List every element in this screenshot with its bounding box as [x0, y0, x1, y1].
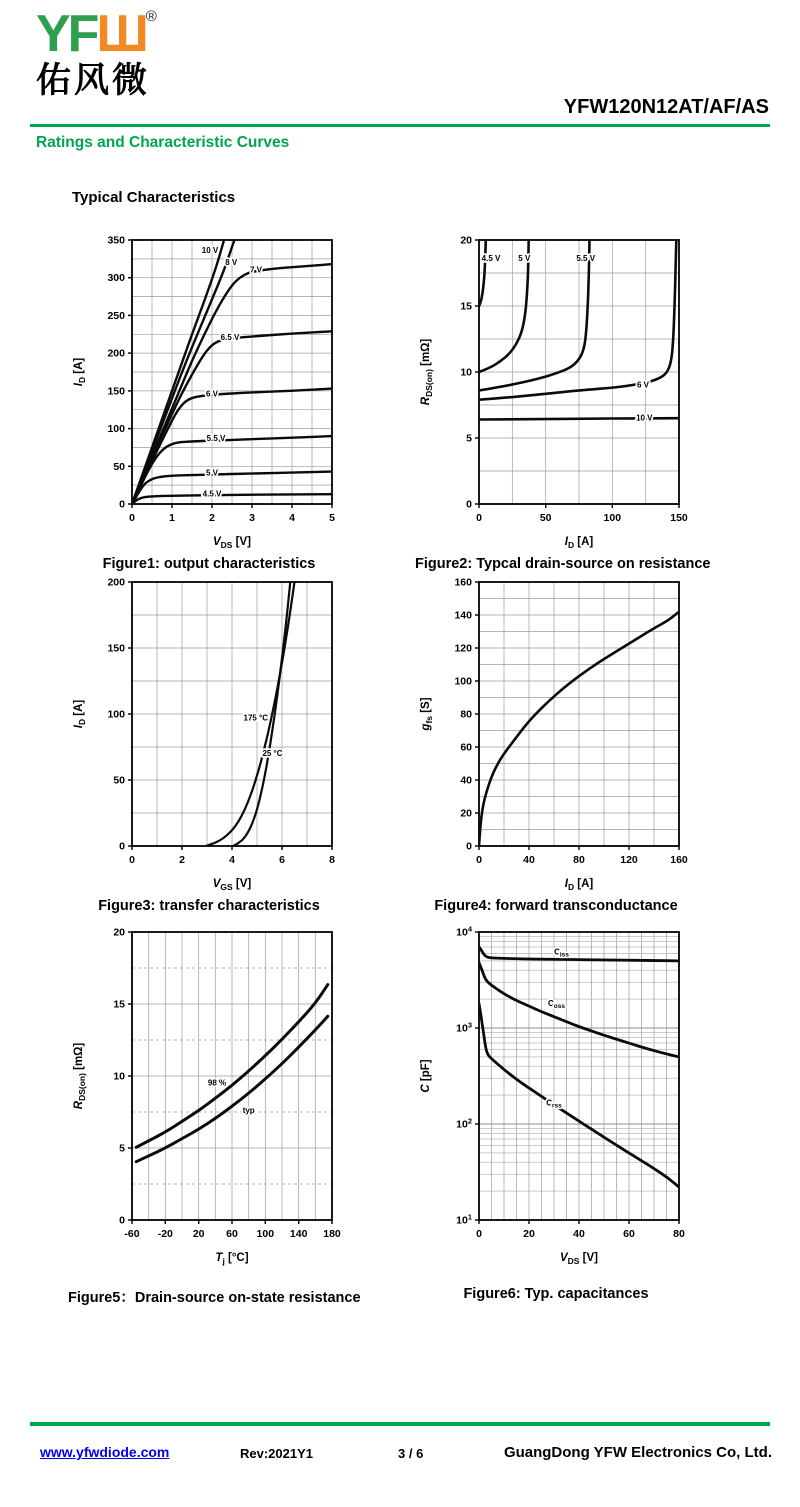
- figure4-caption: Figure4: forward transconductance: [434, 898, 678, 914]
- part-number-title: YFW120N12AT/AF/AS: [563, 96, 769, 118]
- figure3-caption: Figure3: transfer characteristics: [98, 898, 320, 914]
- svg-text:8 V: 8 V: [225, 258, 238, 268]
- svg-text:100: 100: [107, 423, 125, 436]
- svg-text:6.5 V: 6.5 V: [220, 332, 240, 342]
- svg-text:5 V: 5 V: [518, 254, 531, 263]
- svg-text:5: 5: [119, 1142, 125, 1155]
- figure6-caption: Figure6: Typ. capacitances: [463, 1286, 649, 1302]
- svg-text:98 %: 98 %: [207, 1078, 227, 1088]
- figure5-plot: [68, 918, 350, 1270]
- figure4-plot: [415, 568, 697, 896]
- yfw-logo: [36, 5, 157, 100]
- svg-text:Tj [°C]: $T_j$ [°C]: [215, 1252, 249, 1266]
- company-name: GuangDong YFW Electronics Co, Ltd.: [503, 1444, 772, 1461]
- svg-text:60: 60: [226, 1228, 238, 1240]
- svg-text:5 V: 5 V: [205, 468, 219, 478]
- svg-text:20: 20: [460, 234, 472, 247]
- svg-text:120: 120: [454, 642, 472, 655]
- logo-chinese-name: 佑风微: [36, 61, 151, 100]
- svg-text:Ciss: $C_{iss}$: [554, 947, 569, 959]
- svg-text:150: 150: [107, 642, 125, 655]
- website-link[interactable]: www.yfwdiode.com: [40, 1444, 170, 1460]
- svg-text:gfs [S]: $g_{fs}$ [S]: [420, 697, 434, 731]
- figure6-capacitances: [415, 918, 697, 1302]
- svg-text:25 °C: 25 °C: [262, 749, 283, 759]
- figure2-on-resistance: [415, 226, 711, 572]
- svg-text:100: 100: [107, 708, 125, 721]
- svg-text:Crss: $C_{rss}$: [546, 1098, 562, 1110]
- svg-text:20: 20: [113, 926, 125, 939]
- svg-text:200: 200: [107, 576, 125, 589]
- svg-text:150: 150: [670, 512, 688, 524]
- svg-text:6 V: 6 V: [636, 380, 650, 390]
- svg-text:250: 250: [107, 309, 125, 322]
- svg-text:20: 20: [192, 1228, 205, 1240]
- figure3-transfer-characteristics: [68, 568, 350, 914]
- header-divider: [30, 124, 770, 127]
- svg-text:VDS [V]: $V_{DS}$ [V]: [559, 1252, 599, 1266]
- svg-text:20: 20: [460, 807, 472, 820]
- svg-text:15: 15: [460, 300, 472, 313]
- svg-text:2: 2: [209, 512, 215, 524]
- section-title: Ratings and Characteristic Curves: [36, 134, 290, 151]
- svg-text:5: 5: [466, 432, 472, 445]
- svg-text:15: 15: [113, 998, 125, 1011]
- svg-text:4: 4: [289, 512, 295, 524]
- svg-text:VDS [V]: $V_{DS}$ [V]: [212, 536, 252, 550]
- svg-text:ID [A]: $I_D$ [A]: [564, 878, 594, 892]
- svg-text:50: 50: [113, 460, 125, 473]
- svg-text:-20: -20: [157, 1228, 173, 1240]
- svg-text:2: 2: [179, 854, 185, 866]
- svg-text:101: $10^1$: [456, 1212, 472, 1227]
- svg-text:175 °C: 175 °C: [243, 713, 269, 723]
- svg-text:0: 0: [119, 1214, 125, 1227]
- svg-text:50: 50: [113, 774, 125, 787]
- svg-text:350: 350: [107, 234, 125, 247]
- svg-text:ID [A]: $I_D$ [A]: [73, 357, 87, 387]
- svg-text:0: 0: [466, 498, 472, 511]
- footer-divider: [30, 1422, 770, 1426]
- logo-wordmark: [36, 5, 157, 63]
- page-number: 3 / 6: [398, 1446, 424, 1461]
- figure3-plot: [68, 568, 350, 896]
- figure1-caption: Figure1: output characteristics: [102, 556, 316, 572]
- svg-text:4: 4: [229, 854, 235, 866]
- svg-text:1: 1: [169, 512, 175, 524]
- registered-mark-icon: ®: [145, 8, 157, 25]
- svg-text:40: 40: [573, 1228, 585, 1240]
- svg-text:20: 20: [523, 1228, 535, 1240]
- svg-text:80: 80: [573, 854, 585, 866]
- subsection-title: Typical Characteristics: [72, 189, 236, 206]
- svg-text:0: 0: [476, 1228, 482, 1240]
- svg-text:140: 140: [289, 1228, 308, 1240]
- figure5-caption: Figure5：Drain-source on-state resistance: [68, 1290, 361, 1306]
- figure6-plot: [415, 918, 697, 1270]
- svg-text:5: 5: [329, 512, 335, 524]
- svg-text:ID [A]: $I_D$ [A]: [564, 536, 594, 550]
- svg-text:160: 160: [670, 854, 688, 866]
- svg-text:4.5 V: 4.5 V: [202, 489, 222, 499]
- svg-text:80: 80: [460, 708, 472, 721]
- svg-text:120: 120: [620, 854, 638, 866]
- svg-text:0: 0: [476, 512, 482, 524]
- svg-text:80: 80: [673, 1228, 685, 1240]
- svg-text:8: 8: [329, 854, 335, 866]
- svg-text:102: $10^2$: [456, 1116, 472, 1131]
- svg-text:0: 0: [466, 840, 472, 853]
- svg-text:7 V: 7 V: [249, 265, 263, 275]
- svg-text:6: 6: [279, 854, 285, 866]
- svg-text:6 V: 6 V: [205, 389, 219, 399]
- svg-text:5.5 V: 5.5 V: [576, 254, 596, 263]
- figure1-plot: [68, 226, 350, 554]
- svg-text:-60: -60: [124, 1228, 140, 1240]
- revision-label: Rev:2021Y1: [240, 1446, 313, 1461]
- svg-text:0: 0: [119, 840, 125, 853]
- svg-text:0: 0: [129, 512, 135, 524]
- figure5-on-state-resistance: [68, 918, 361, 1307]
- figure4-transconductance: [415, 568, 697, 914]
- svg-text:50: 50: [539, 512, 552, 524]
- figure2-plot: [415, 226, 697, 554]
- svg-text:C [pF]: C [pF]: [420, 1059, 432, 1093]
- svg-text:ID [A]: $I_D$ [A]: [73, 699, 87, 729]
- svg-text:180: 180: [323, 1228, 341, 1240]
- figure1-output-characteristics: [68, 226, 350, 572]
- svg-text:150: 150: [107, 385, 125, 398]
- svg-text:VGS [V]: $V_{GS}$ [V]: [212, 878, 252, 892]
- svg-text:60: 60: [460, 741, 472, 754]
- svg-text:60: 60: [623, 1228, 635, 1240]
- svg-text:100: 100: [256, 1228, 275, 1240]
- logo-w-glyph: Ш: [96, 5, 146, 63]
- svg-text:Coss: $C_{oss}$: [548, 999, 565, 1010]
- svg-text:10 V: 10 V: [636, 413, 653, 423]
- svg-text:300: 300: [107, 272, 125, 285]
- svg-text:typ: typ: [242, 1106, 255, 1116]
- svg-text:0: 0: [119, 498, 125, 511]
- svg-text:4.5 V: 4.5 V: [481, 254, 501, 263]
- svg-text:RDS(on) [mΩ]: $R_{DS(on)}$ [mΩ]: [420, 338, 434, 406]
- svg-text:10: 10: [113, 1070, 125, 1083]
- svg-text:104: $10^4$: [456, 924, 472, 939]
- svg-text:103: $10^3$: [456, 1020, 472, 1035]
- svg-text:100: 100: [454, 675, 472, 688]
- svg-text:0: 0: [476, 854, 482, 866]
- svg-text:40: 40: [523, 854, 535, 866]
- svg-text:0: 0: [129, 854, 135, 866]
- svg-text:10: 10: [460, 366, 472, 379]
- svg-text:3: 3: [249, 512, 255, 524]
- svg-text:140: 140: [454, 609, 472, 622]
- svg-text:10 V: 10 V: [201, 246, 219, 256]
- svg-text:40: 40: [460, 774, 472, 787]
- svg-text:5.5 V: 5.5 V: [206, 433, 226, 443]
- svg-text:200: 200: [107, 347, 125, 360]
- figure2-caption: Figure2: Typcal drain-source on resistance: [415, 556, 711, 572]
- svg-text:160: 160: [454, 576, 472, 589]
- svg-text:RDS(on) [mΩ]: $R_{DS(on)}$ [mΩ]: [73, 1042, 87, 1110]
- svg-text:100: 100: [603, 512, 622, 524]
- logo-yf-text: YF: [36, 5, 97, 63]
